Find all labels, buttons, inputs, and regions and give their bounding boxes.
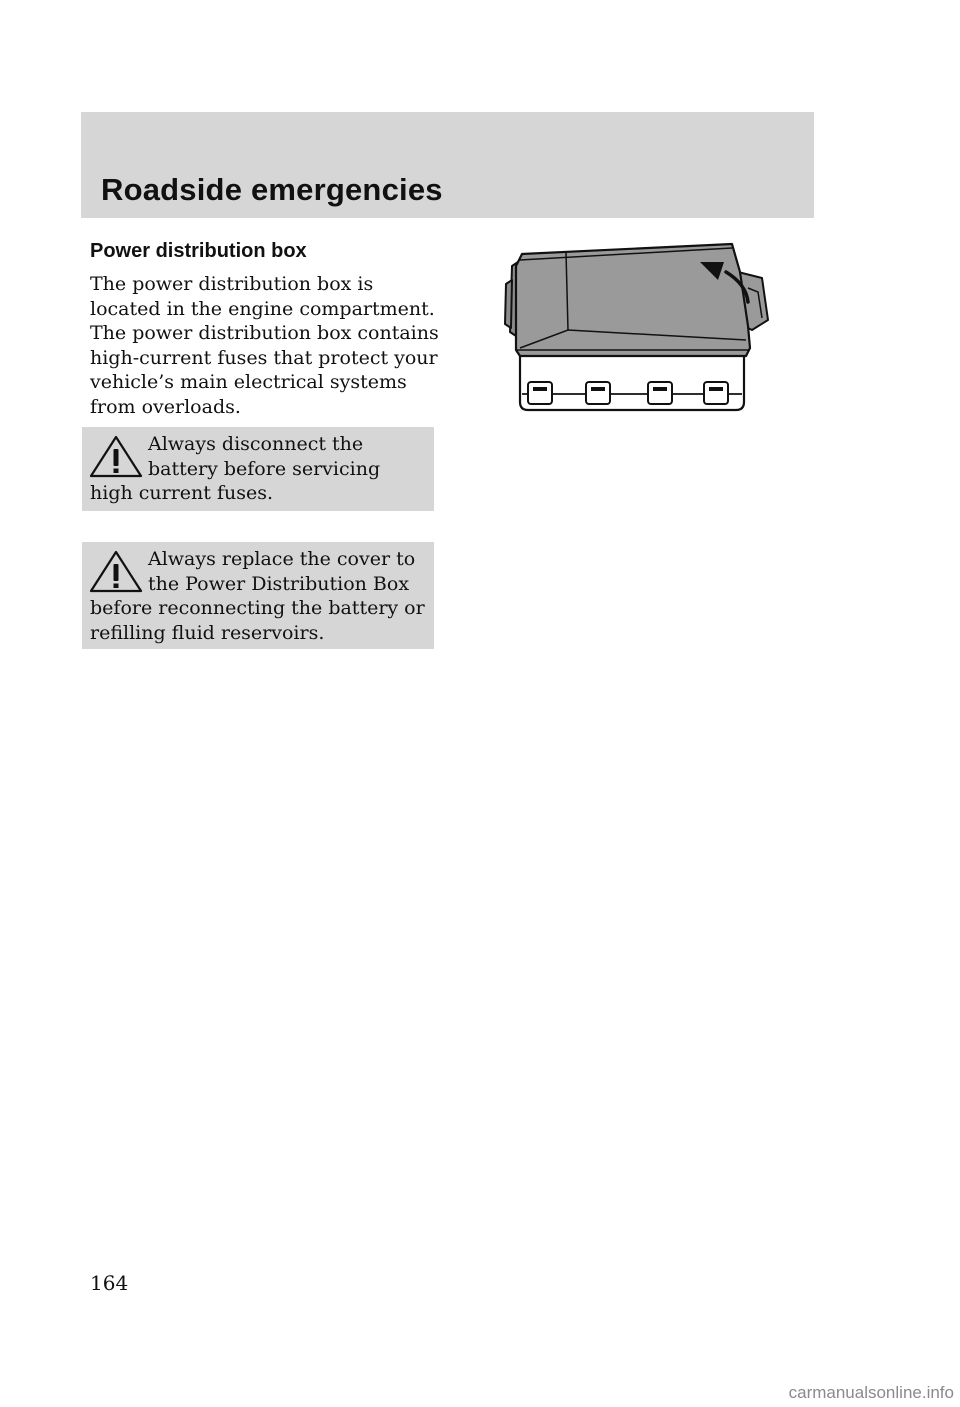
warning-text: Always replace the cover to the Power Distribution Box before reconnecting the battery or refilling fluid reservoirs. [90, 548, 425, 644]
section-heading: Power distribution box [90, 240, 307, 262]
watermark-text: carmanualsonline.info [788, 1383, 954, 1402]
warning-text: Always disconnect the battery before servicing high current fuses. [90, 433, 381, 504]
warning-triangle-icon [88, 434, 144, 478]
section-body-text: The power distribution box is located in the engine compartment. The power distribution box contains high-current fuses that protect your vehicle’s main electrical systems from overloads. [90, 273, 439, 418]
warning-box [82, 542, 434, 649]
page-header-title: Roadside emergencies [101, 172, 443, 207]
page-number: 164 [90, 1271, 129, 1295]
header-band [81, 112, 814, 218]
power-distribution-box-illustration [500, 232, 780, 422]
warning-box [82, 427, 434, 511]
warning-triangle-icon [88, 549, 144, 593]
